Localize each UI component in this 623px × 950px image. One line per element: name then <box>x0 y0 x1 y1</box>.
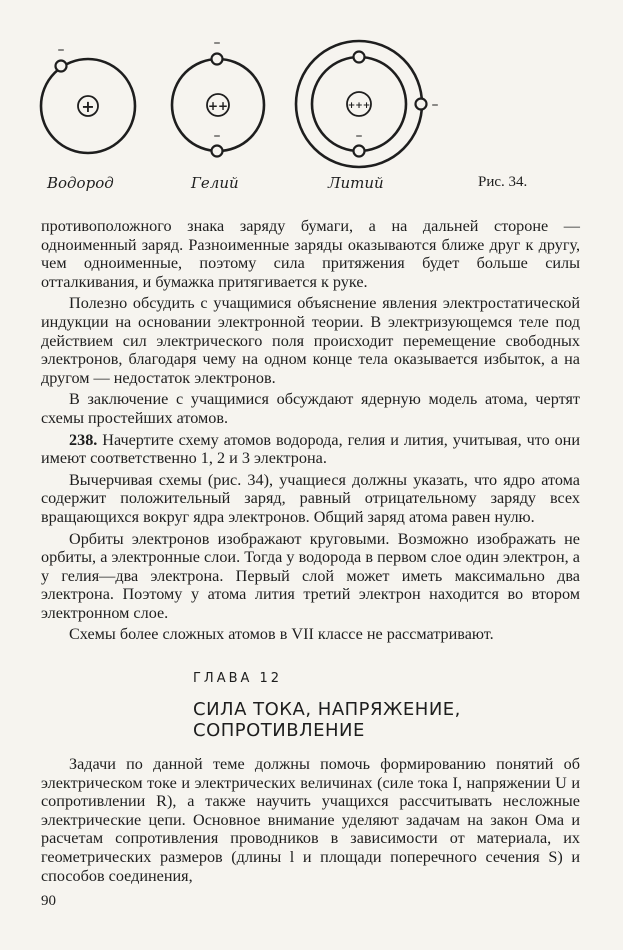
figure-caption: Рис. 34. <box>478 174 528 190</box>
chapter-title <box>193 699 461 741</box>
task-text: Начертите схему атомов водорода, гелия и лития, учитывая, что они имеют соответственно 1, 2 и 3 электрона. <box>41 430 581 468</box>
paragraph-induction: Полезно обсудить с учащимися объяснение явления электростатической индукции на основании электронной теории. В электризующемся теле под действием сил электрического поля происходит перемещение свободных электронов, благодаря чему на одном конце тела оказывается избыток, а на другом — недостаток электронов. <box>41 294 580 387</box>
lithium-electron-bottom-sign: – <box>355 128 363 144</box>
paragraph-orbits: Орбиты электронов изображают круговыми. Возможно изображать не орбиты, а электронные слои. Тогда у водорода в первом слое один электрон, а у гелия—два электрона. Первый слой может иметь максимально два электрона. Поэтому у атома лития третий электрон находится во втором электронном слое. <box>41 529 580 622</box>
helium-electron-top-sign: – <box>213 35 221 51</box>
chapter-label: ГЛАВА 12 <box>193 671 283 686</box>
helium-electron-bottom <box>212 146 223 157</box>
chapter-title-line-1: СИЛА ТОКА, НАПРЯЖЕНИЕ, <box>193 699 461 720</box>
atom-diagram-figure <box>0 0 623 200</box>
paragraph-continuation: противоположного знака заряду бумаги, а на дальней стороне — одноименный заряд. Разноименные заряды оказываются ближе друг к другу, чем одноименные, поэтому сила притяжения будет больше силы отталкивания, и бумажка притягивается к руке. <box>41 217 580 291</box>
lithium-electron-outer-sign: – <box>431 97 439 113</box>
helium-label: Гелий <box>191 174 239 192</box>
paragraph-schemes: Вычерчивая схемы (рис. 34), учащиеся должны указать, что ядро атома содержит положительный заряд, равный отрицательному заряду всех вращающихся вокруг ядра электронов. Общий заряд атома равен нулю. <box>41 470 580 526</box>
paragraph-complex-atoms: Схемы более сложных атомов в VII классе не рассматривают. <box>69 625 494 644</box>
lithium-nucleus-charge: +++ <box>347 101 371 111</box>
body-text <box>41 217 580 644</box>
atom-diagram <box>0 0 623 200</box>
hydrogen-electron-sign: – <box>57 42 65 58</box>
lithium-electron-top-sign: – <box>355 33 363 49</box>
hydrogen-electron <box>56 61 67 72</box>
helium-nucleus-charge: ++ <box>207 99 229 113</box>
page-number: 90 <box>41 893 56 909</box>
paragraph-chapter-intro: Задачи по данной теме должны помочь формированию понятий об электрическом токе и электрических величинах (силе тока I, напряжении U и сопротивлении R), а также научить учащихся рассчитывать несложные электрические цепи. Основное внимание уделяют задачам на закон Ома и расчетам сопротивления проводников в зависимости от материала, их геометрических размеров (длины l и площади поперечного сечения S) и способов соединения, <box>41 755 580 885</box>
helium-electron-bottom-sign: – <box>213 128 221 144</box>
hydrogen-label: Водород <box>47 174 114 192</box>
chapter-body-text <box>41 755 580 885</box>
helium-electron-top <box>212 54 223 65</box>
task-number: 238. <box>69 430 98 449</box>
task-238 <box>41 431 580 468</box>
lithium-electron-bottom <box>354 146 365 157</box>
chapter-title-line-2: СОПРОТИВЛЕНИЕ <box>193 720 365 741</box>
lithium-label: Литий <box>328 174 384 192</box>
paragraph-conclusion: В заключение с учащимися обсуждают ядерную модель атома, чертят схемы простейших атомов. <box>41 390 580 427</box>
lithium-electron-top <box>354 52 365 63</box>
hydrogen-nucleus-charge: + <box>81 97 95 116</box>
lithium-electron-outer <box>416 99 427 110</box>
